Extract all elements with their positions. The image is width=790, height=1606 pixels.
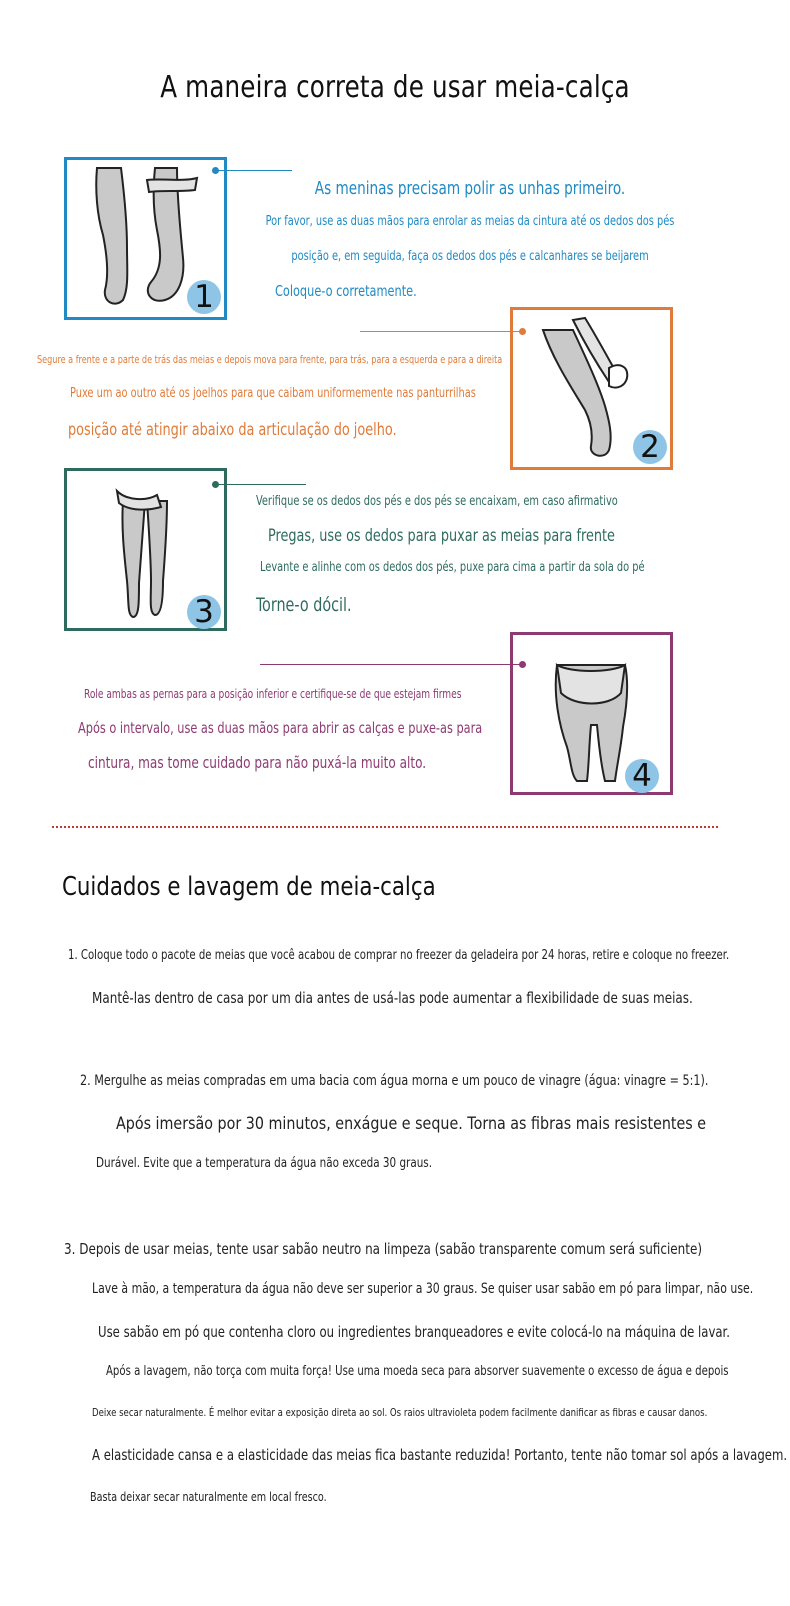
step-2-illustration [510, 307, 673, 470]
care-line-6: 3. Depois de usar meias, tente usar sabão neutro na limpeza (sabão transparente comum será suficiente) [64, 1240, 703, 1258]
step-1-connector-dot [212, 167, 219, 174]
step-2-line-3: posição até atingir abaixo da articulação do joelho. [68, 420, 397, 440]
step-4-illustration [510, 632, 673, 795]
step-3-connector [216, 484, 306, 485]
step-4-line-1: Role ambas as pernas para a posição inferior e certifique-se de que estejam firmes [84, 687, 462, 701]
step-number-badge: 3 [187, 595, 221, 629]
care-section-title: Cuidados e lavagem de meia-calça [62, 872, 436, 902]
care-line-3: 2. Mergulhe as meias compradas em uma bacia com água morna e um pouco de vinagre (água: vinagre = 5:1). [80, 1073, 709, 1089]
step-4-connector [260, 664, 522, 665]
step-3-line-3: Levante e alinhe com os dedos dos pés, puxe para cima a partir da sola do pé [260, 560, 645, 575]
step-2-connector-dot [519, 328, 526, 335]
step-number-badge: 2 [633, 430, 667, 464]
step-2-line-2: Puxe um ao outro até os joelhos para que caibam uniformemente nas panturrilhas [70, 386, 476, 401]
care-line-9: Após a lavagem, não torça com muita força! Use uma moeda seca para absorver suavemente o excesso de água e depois [106, 1364, 729, 1379]
step-1-illustration [64, 157, 227, 320]
step-number-badge: 4 [625, 759, 659, 793]
step-1-line-2: Por favor, use as duas mãos para enrolar as meias da cintura até os dedos dos pés [265, 214, 675, 229]
care-line-11: A elasticidade cansa e a elasticidade das meias fica bastante reduzida! Portanto, tente não tomar sol após a lavagem. [92, 1446, 788, 1464]
care-line-10: Deixe secar naturalmente. É melhor evitar a exposição direta ao sol. Os raios ultravioleta podem facilmente danificar as fibras e causar danos. [92, 1406, 708, 1419]
step-3-line-4: Torne-o dócil. [256, 594, 352, 616]
step-2-connector [360, 331, 520, 332]
step-number-badge: 1 [187, 280, 221, 314]
step-1-line-1: As meninas precisam polir as unhas primeiro. [314, 178, 626, 199]
step-1-connector [216, 170, 292, 171]
step-4-line-3: cintura, mas tome cuidado para não puxá-la muito alto. [88, 753, 427, 772]
page-title: A maneira correta de usar meia-calça [160, 70, 630, 105]
step-1-line-4: Coloque-o corretamente. [275, 282, 417, 300]
step-2-line-1: Segure a frente e a parte de trás das meias e depois mova para frente, para trás, para a esquerda e para a direita [37, 353, 503, 366]
step-4-line-2: Após o intervalo, use as duas mãos para abrir as calças e puxe-as para [78, 719, 483, 737]
step-3-line-2: Pregas, use os dedos para puxar as meias para frente [268, 526, 615, 546]
section-divider [52, 826, 718, 828]
step-3-connector-dot [212, 481, 219, 488]
step-4-connector-dot [519, 661, 526, 668]
care-line-1: 1. Coloque todo o pacote de meias que você acabou de comprar no freezer da geladeira por 24 horas, retire e coloque no freezer. [68, 948, 730, 963]
care-line-5: Durável. Evite que a temperatura da água não exceda 30 graus. [96, 1156, 433, 1171]
care-line-7: Lave à mão, a temperatura da água não deve ser superior a 30 graus. Se quiser usar sabão em pó para limpar, não use. [92, 1281, 754, 1297]
care-line-2: Mantê-las dentro de casa por um dia antes de usá-las pode aumentar a flexibilidade de suas meias. [92, 989, 693, 1007]
care-line-4: Após imersão por 30 minutos, enxágue e seque. Torna as fibras mais resistentes e [116, 1114, 707, 1134]
step-1-line-3: posição e, em seguida, faça os dedos dos pés e calcanhares se beijarem [291, 249, 649, 264]
care-line-8: Use sabão em pó que contenha cloro ou ingredientes branqueadores e evite colocá-lo na máquina de lavar. [98, 1323, 731, 1341]
step-3-illustration [64, 468, 227, 631]
care-line-12: Basta deixar secar naturalmente em local fresco. [90, 1490, 327, 1504]
step-3-line-1: Verifique se os dedos dos pés e dos pés se encaixam, em caso afirmativo [256, 494, 618, 509]
